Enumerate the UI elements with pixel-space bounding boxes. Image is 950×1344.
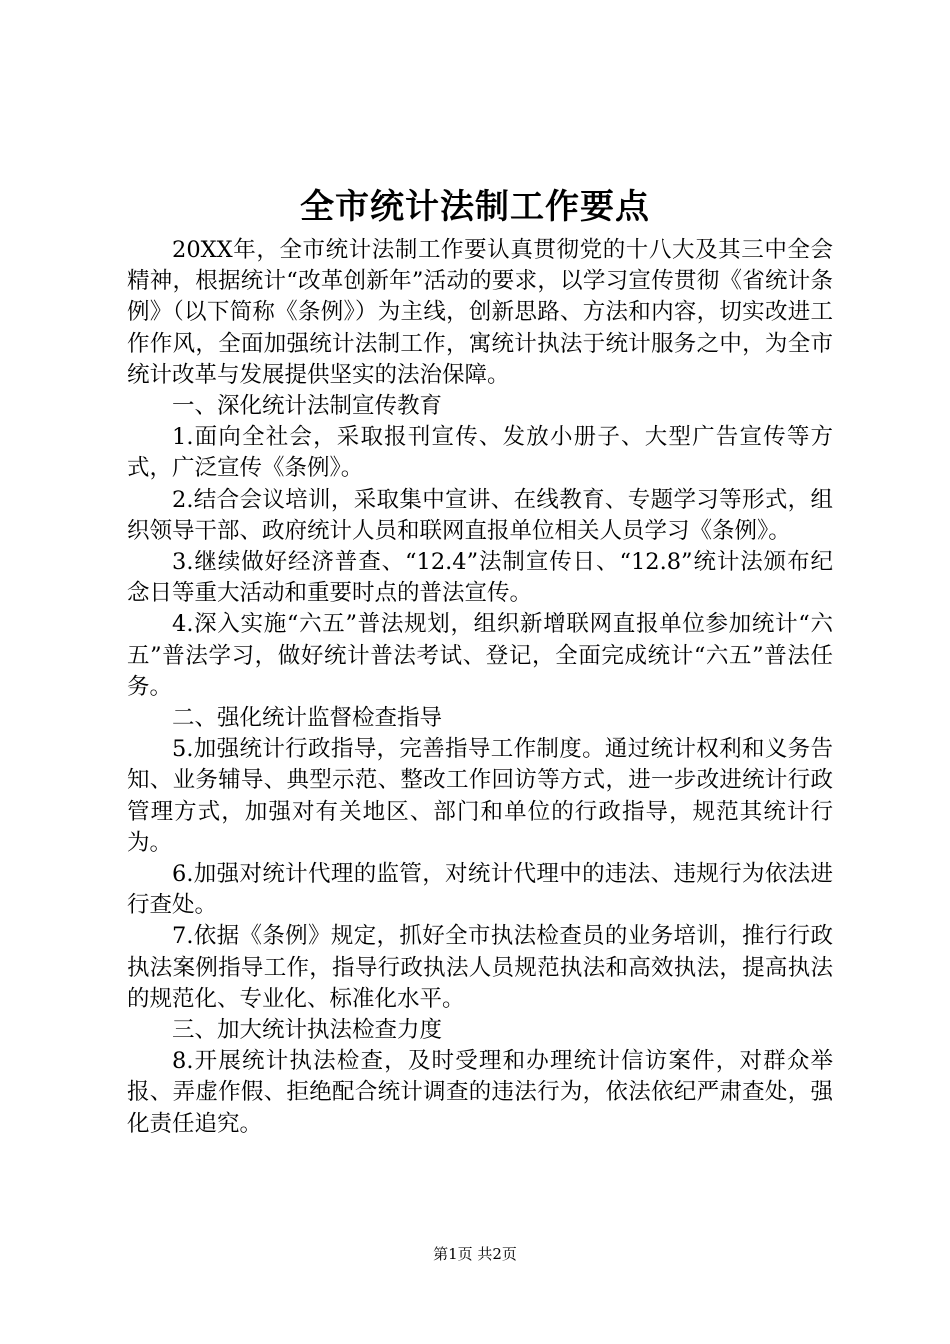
list-item-3: 3.继续做好经济普查、“12.4”法制宣传日、“12.8”统计法颁布纪念日等重大活动和重要时点的普法宣传。	[127, 549, 833, 607]
page-footer: 第1页 共2页	[433, 1245, 517, 1263]
list-item-1: 1.面向全社会，采取报刊宣传、发放小册子、大型广告宣传等方式，广泛宣传《条例》。	[127, 424, 833, 482]
list-item-4: 4.深入实施“六五”普法规划，组织新增联网直报单位参加统计“六五”普法学习，做好统计普法考试、登记，全面完成统计“六五”普法任务。	[127, 611, 833, 700]
list-item-6: 6.加强对统计代理的监管，对统计代理中的违法、违规行为依法进行查处。	[127, 861, 833, 919]
document-body	[127, 235, 833, 1140]
list-item-5: 5.加强统计行政指导，完善指导工作制度。通过统计权利和义务告知、业务辅导、典型示范、整改工作回访等方式，进一步改进统计行政管理方式，加强对有关地区、部门和单位的行政指导，规范其统计行为。	[127, 736, 833, 856]
list-item-2: 2.结合会议培训，采取集中宣讲、在线教育、专题学习等形式，组织领导干部、政府统计人员和联网直报单位相关人员学习《条例》。	[127, 486, 833, 544]
section-heading-3: 三、加大统计执法检查力度	[172, 1017, 443, 1044]
section-heading-2: 二、强化统计监督检查指导	[172, 705, 443, 732]
document-title: 全市统计法制工作要点	[300, 187, 650, 227]
section-heading-1: 一、深化统计法制宣传教育	[172, 393, 443, 420]
list-item-7: 7.依据《条例》规定，抓好全市执法检查员的业务培训，推行行政执法案例指导工作，指导行政执法人员规范执法和高效执法，提高执法的规范化、专业化、标准化水平。	[127, 923, 833, 1012]
list-item-8: 8.开展统计执法检查，及时受理和办理统计信访案件，对群众举报、弄虚作假、拒绝配合统计调查的违法行为，依法依纪严肃查处，强化责任追究。	[127, 1048, 833, 1137]
intro-paragraph: 20XX年，全市统计法制工作要认真贯彻党的十八大及其三中全会精神，根据统计“改革创新年”活动的要求，以学习宣传贯彻《省统计条例》（以下简称《条例》）为主线，创新思路、方法和内容，切实改进工作作风，全面加强统计法制工作，寓统计执法于统计服务之中，为全市统计改革与发展提供坚实的法治保障。	[127, 237, 833, 388]
